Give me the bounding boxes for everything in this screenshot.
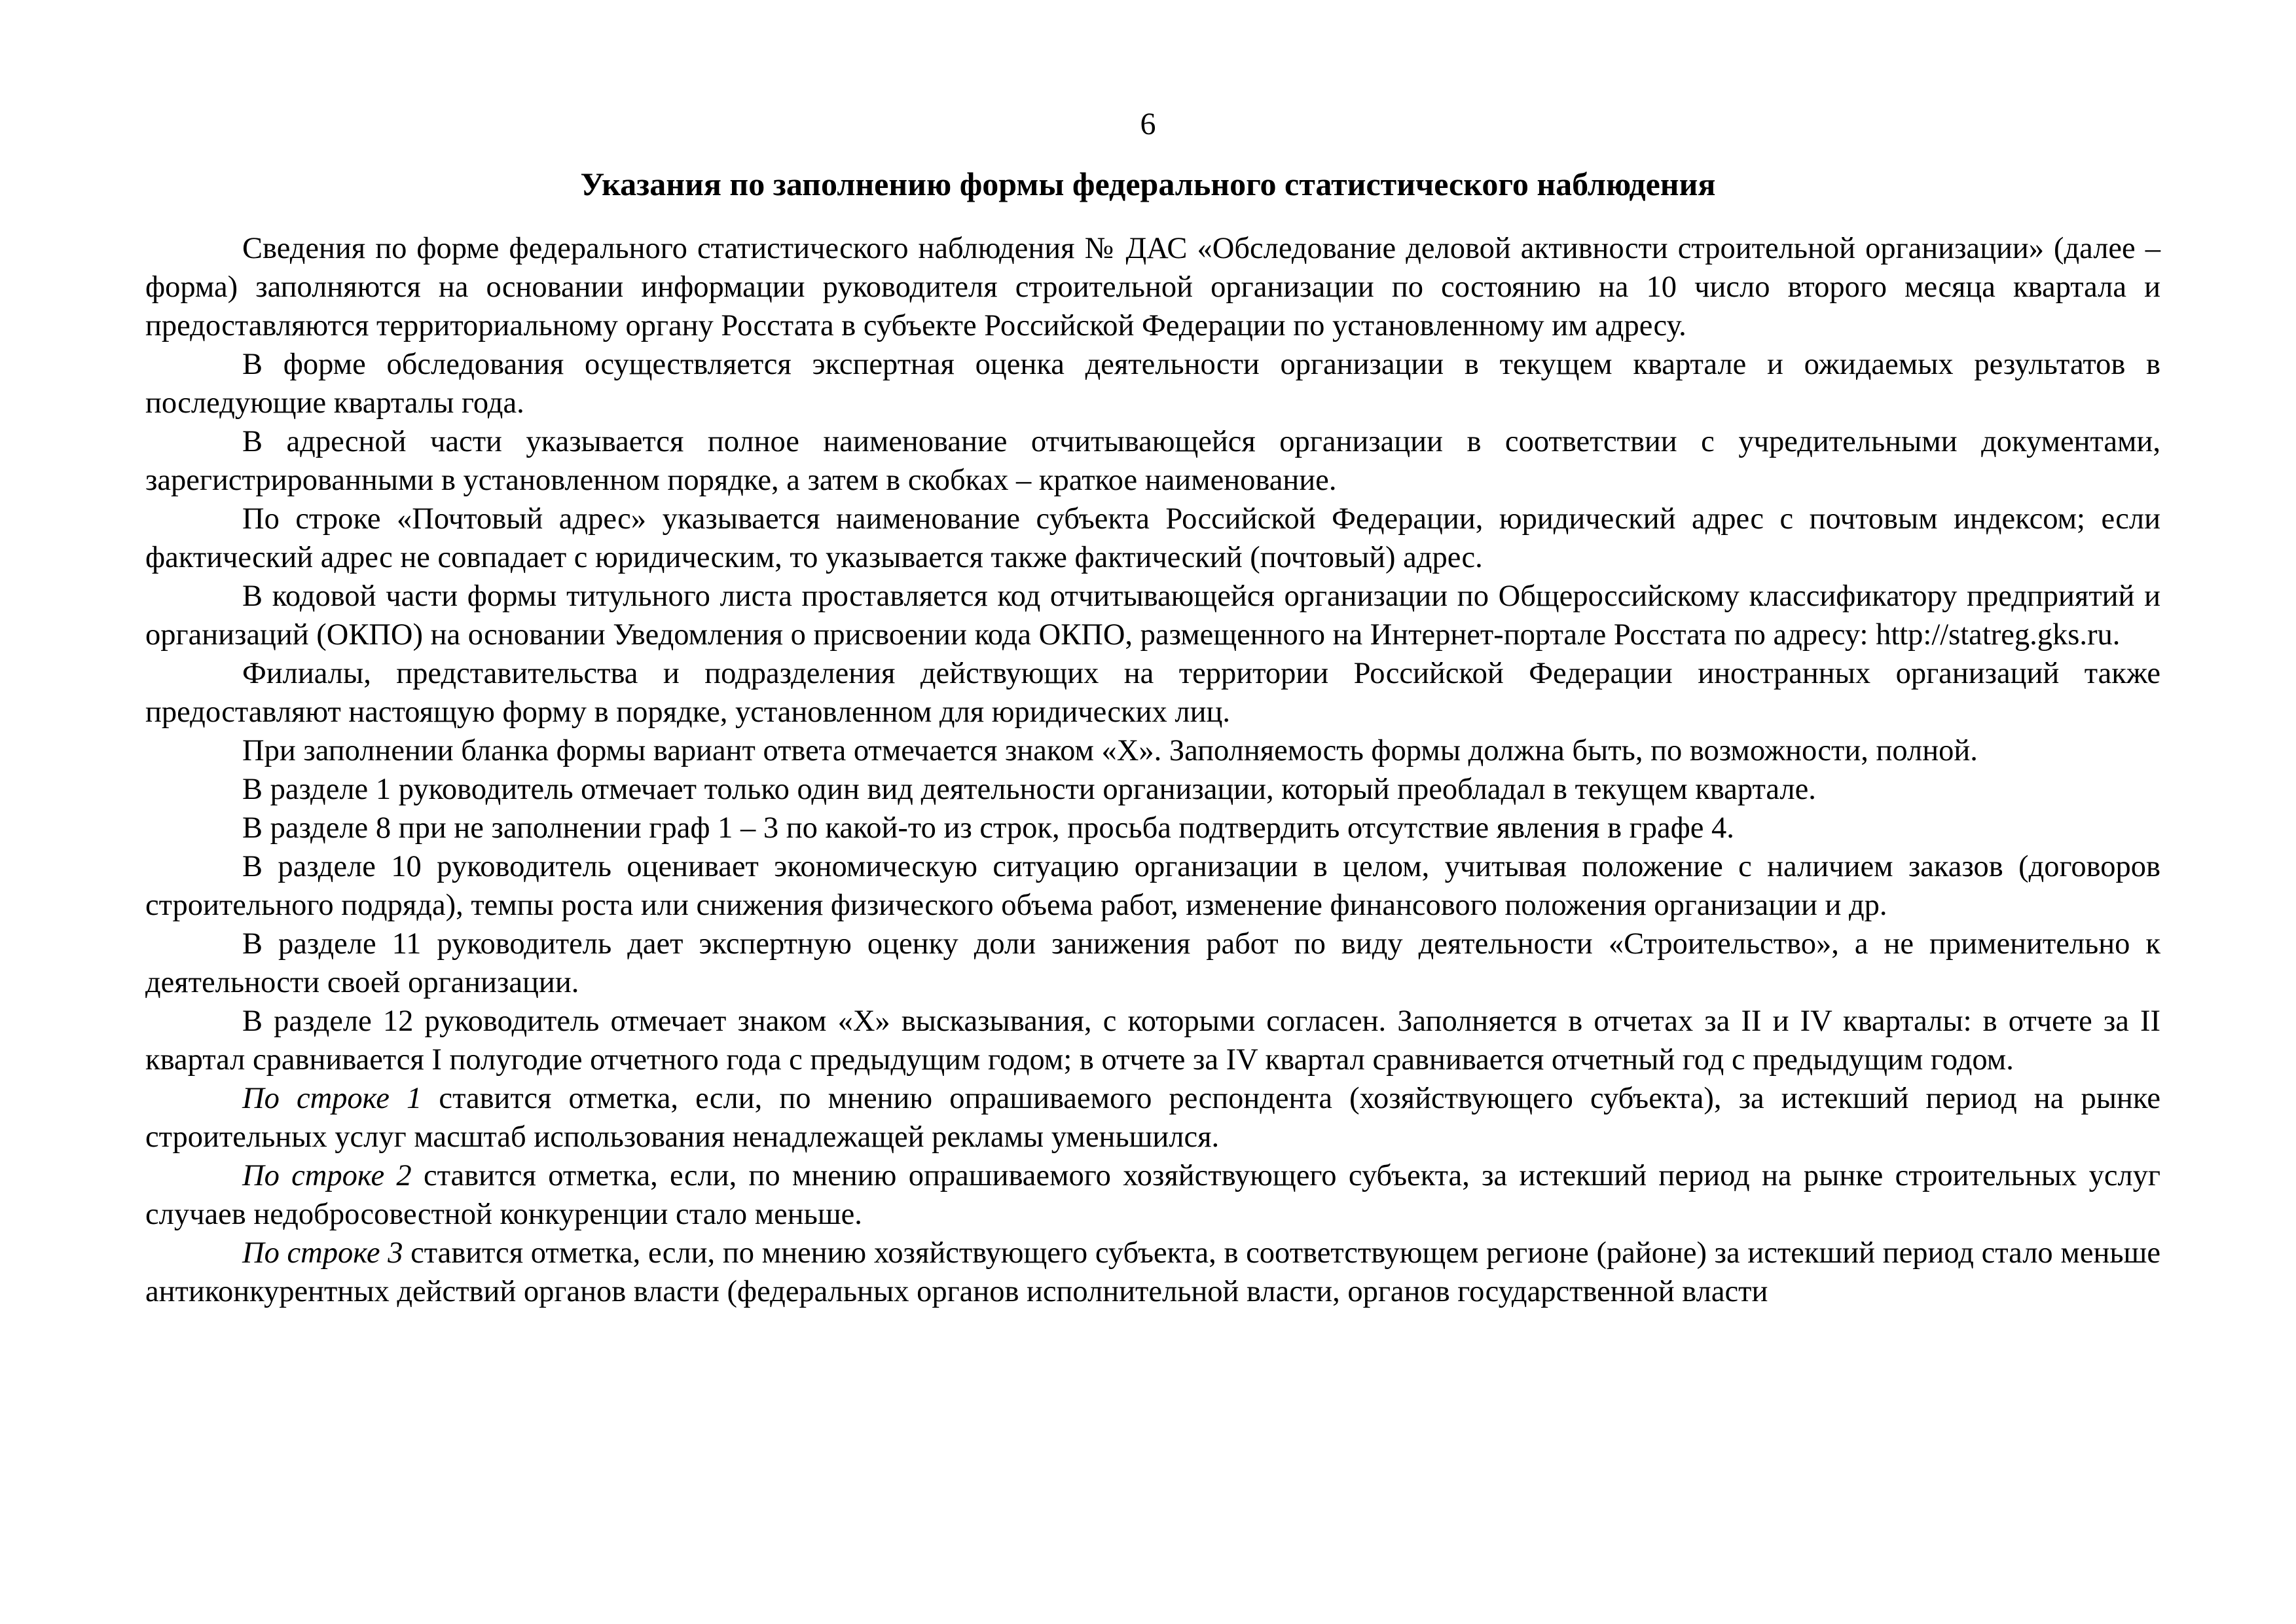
paragraph-text: В разделе 11 руководитель дает экспертную оценку доли занижения работ по виду деятельности «Строительство», а не применительно к деятельности своей организации. xyxy=(145,927,2160,999)
row-reference: По строке 1 xyxy=(242,1082,422,1115)
row-reference: По строке 3 xyxy=(242,1236,403,1270)
paragraph-text: В адресной части указывается полное наименование отчитывающейся организации в соответствии с учредительными документами, зарегистрированными в установленном порядке, а затем в скобках – краткое наименование. xyxy=(145,425,2160,497)
paragraph-intro xyxy=(145,229,2160,345)
paragraph-text: В форме обследования осуществляется экспертная оценка деятельности организации в текущем квартале и ожидаемых результатов в последующие кварталы года. xyxy=(145,348,2160,420)
paragraph-row-2 xyxy=(145,1156,2160,1234)
document-body xyxy=(145,229,2160,1311)
paragraph-text: По строке «Почтовый адрес» указывается наименование субъекта Российской Федерации, юридический адрес с почтовым индексом; если фактический адрес не совпадает с юридическим, то указывается также фактический (почтовый) адрес. xyxy=(145,502,2160,574)
paragraph-text: ставится отметка, если, по мнению опрашиваемого респондента (хозяйствующего субъекта), за истекший период на рынке строительных услуг масштаб использования ненадлежащей рекламы уменьшился. xyxy=(145,1082,2160,1154)
paragraph-code-part xyxy=(145,577,2160,654)
paragraph-row-3 xyxy=(145,1234,2160,1311)
paragraph-text: В разделе 10 руководитель оценивает экономическую ситуацию организации в целом, учитывая положение с наличием заказов (договоров строительного подряда), темпы роста или снижения физического объема работ, изменение финансового положения организации и др. xyxy=(145,850,2160,922)
paragraph-text: Сведения по форме федерального статистического наблюдения № ДАС «Обследование деловой активности строительной организации» (далее – форма) заполняются на основании информации руководителя строительной организации по состоянию на 10 число второго месяца квартала и предоставляются территориальному органу Росстата в субъекте Российской Федерации по установленному им адресу. xyxy=(145,232,2160,342)
paragraph-text: В кодовой части формы титульного листа проставляется код отчитывающейся организации по Общероссийскому классификатору предприятий и организаций (ОКПО) на основании Уведомления о присвоении кода ОКПО, размещенного на Интернет-портале Росстата по адресу: http://statreg.gks.ru. xyxy=(145,580,2160,652)
paragraph-text: ставится отметка, если, по мнению хозяйствующего субъекта, в соответствующем регионе (районе) за истекший период стало меньше антиконкурентных действий органов власти (федеральных органов исполнительной власти, органов государственной власти xyxy=(145,1236,2160,1308)
paragraph-text: В разделе 8 при не заполнении граф 1 – 3 по какой-то из строк, просьба подтвердить отсутствие явления в графе 4. xyxy=(242,811,1734,845)
paragraph-text: При заполнении бланка формы вариант ответа отмечается знаком «Х». Заполняемость формы должна быть, по возможности, полной. xyxy=(242,734,1978,767)
paragraph-form-filling xyxy=(145,731,2160,770)
paragraph-text: Филиалы, представительства и подразделения действующих на территории Российской Федерации иностранных организаций также предоставляют настоящую форму в порядке, установленном для юридических лиц. xyxy=(145,657,2160,729)
page-number: 6 xyxy=(1140,107,1156,141)
paragraph-section-1 xyxy=(145,770,2160,809)
paragraph-expert-assessment xyxy=(145,345,2160,422)
paragraph-branches xyxy=(145,654,2160,731)
paragraph-section-11 xyxy=(145,925,2160,1002)
row-reference: По строке 2 xyxy=(242,1159,412,1192)
paragraph-section-12 xyxy=(145,1002,2160,1079)
paragraph-row-1 xyxy=(145,1079,2160,1156)
paragraph-text: В разделе 12 руководитель отмечает знаком «Х» высказывания, с которыми согласен. Заполняется в отчетах за II и IV кварталы: в отчете за II квартал сравнивается I полугодие отчетного года с предыдущим годом; в отчете за IV квартал сравнивается отчетный год с предыдущим годом. xyxy=(145,1005,2160,1077)
paragraph-address-part xyxy=(145,422,2160,500)
paragraph-postal-address xyxy=(145,500,2160,577)
paragraph-section-8 xyxy=(145,809,2160,847)
paragraph-section-10 xyxy=(145,847,2160,925)
paragraph-text: ставится отметка, если, по мнению опрашиваемого хозяйствующего субъекта, за истекший период на рынке строительных услуг случаев недобросовестной конкуренции стало меньше. xyxy=(145,1159,2160,1231)
paragraph-text: В разделе 1 руководитель отмечает только один вид деятельности организации, который преобладал в текущем квартале. xyxy=(242,773,1816,806)
document-title: Указания по заполнению формы федерального статистического наблюдения xyxy=(580,166,1716,202)
